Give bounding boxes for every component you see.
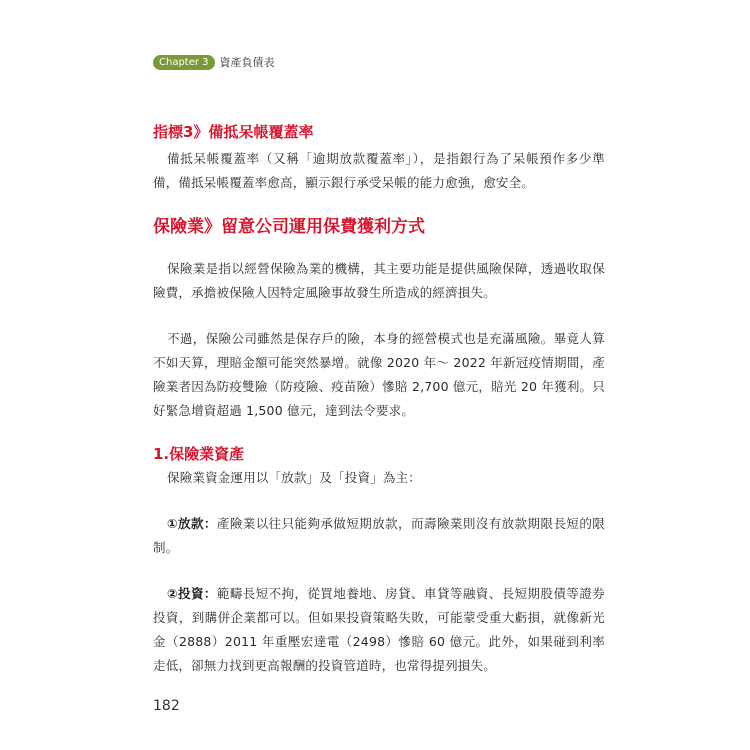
assets-item-loans [153,512,605,560]
section-insurance [153,216,605,423]
running-header [153,54,275,70]
assets-intro: 保險業資金運用以「放款」及「投資」為主： [167,470,422,485]
section-indicator3 [153,122,605,195]
indicator3-heading: 指標3》備抵呆帳覆蓋率 [153,123,314,141]
insurance-paragraph-1: 保險業是指以經營保險為業的機構，其主要功能是提供風險保障，透過收取保險費，承擔被保險人因特定風險事故發生所造成的經濟損失。 [153,261,605,300]
section-insurance-assets [153,444,605,678]
investments-lead: ②投資： [167,586,217,601]
loans-text: 產險業以往只能夠承做短期放款，而壽險業則沒有放款期限長短的限制。 [153,516,605,555]
investments-text: 範疇長短不拘，從買地養地、房貸、車貸等融資、長短期股債等證券投資，到購併企業都可以。但如果投資策略失敗，可能蒙受重大虧損，就像新光金（2888）2011 年重壓宏達電（2498）慘賠 60 億元。此外，如果碰到利率走低，卻無力找到更高報酬的投資管道時，也常得提列損失。 [153,586,605,673]
indicator3-paragraph: 備抵呆帳覆蓋率（又稱「逾期放款覆蓋率」），是指銀行為了呆帳預作多少準備，備抵呆帳覆蓋率愈高，顯示銀行承受呆帳的能力愈強，愈安全。 [153,151,605,190]
insurance-heading: 保險業》留意公司運用保費獲利方式 [153,217,425,237]
insurance-paragraph-2: 不過，保險公司雖然是保存戶的險，本身的經營模式也是充滿風險。畢竟人算不如天算，理賠金額可能突然暴增。就像 2020 年～ 2022 年新冠疫情期間，產險業者因為防疫雙險（防疫險、疫苗險）慘賠 2,700 億元，賠光 20 年獲利。只好緊急增資超過 1,500 億元，達到法令要求。 [153,331,605,418]
loans-lead: ①放款： [167,516,217,531]
assets-heading: 1.保險業資產 [153,445,245,463]
chapter-badge: Chapter 3 [153,55,215,70]
chapter-title: 資產負債表 [219,56,275,69]
page-number: 182 [153,698,180,714]
assets-item-investments [153,582,605,678]
